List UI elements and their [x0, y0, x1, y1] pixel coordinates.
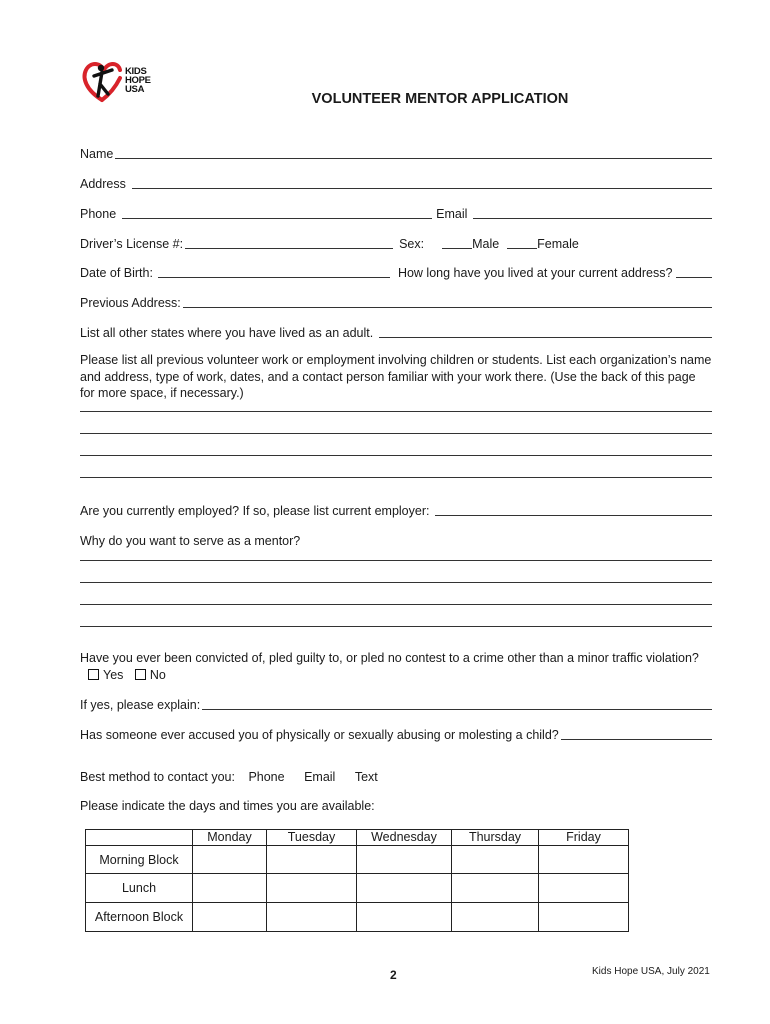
employed-label: Are you currently employed? If so, please list current employer:	[80, 504, 430, 518]
name-row	[80, 145, 712, 161]
table-row	[86, 903, 629, 932]
day-header: Thursday	[452, 830, 539, 846]
availability-table	[85, 829, 629, 932]
email-field[interactable]	[473, 218, 712, 219]
availability-cell[interactable]	[452, 874, 539, 903]
name-field[interactable]	[115, 158, 712, 159]
license-label: Driver’s License #:	[80, 237, 184, 251]
contact-method-row	[80, 769, 712, 786]
availability-cell[interactable]	[267, 846, 357, 874]
page-title: VOLUNTEER MENTOR APPLICATION	[311, 91, 569, 107]
availability-cell[interactable]	[539, 846, 629, 874]
employed-row	[80, 502, 712, 518]
table-row	[86, 874, 629, 903]
address-row	[80, 175, 712, 191]
why-mentor-line[interactable]	[80, 582, 712, 583]
why-mentor-label: Why do you want to serve as a mentor?	[80, 534, 301, 548]
accused-field[interactable]	[561, 739, 712, 740]
address-field[interactable]	[132, 188, 712, 189]
why-mentor-line[interactable]	[80, 626, 712, 627]
dob-row	[80, 264, 712, 280]
logo-wordmark: KIDS HOPE USA	[125, 66, 151, 95]
contact-label: Best method to contact you:	[80, 770, 235, 784]
footer-note: Kids Hope USA, July 2021	[592, 966, 710, 977]
availability-cell[interactable]	[452, 903, 539, 932]
availability-cell[interactable]	[539, 874, 629, 903]
volunteer-line[interactable]	[80, 433, 712, 434]
day-header: Wednesday	[357, 830, 452, 846]
why-mentor-line[interactable]	[80, 560, 712, 561]
female-label: Female	[537, 237, 579, 251]
previous-address-label: Previous Address:	[80, 296, 181, 310]
explain-label: If yes, please explain:	[80, 698, 201, 712]
day-header: Tuesday	[267, 830, 357, 846]
table-row	[86, 846, 629, 874]
sex-label: Sex:	[399, 237, 425, 251]
accused-label: Has someone ever accused you of physically or sexually abusing or molesting a child?	[80, 728, 559, 742]
page-number: 2	[390, 968, 397, 982]
availability-cell[interactable]	[267, 874, 357, 903]
residence-field[interactable]	[676, 277, 712, 278]
availability-cell[interactable]	[193, 846, 267, 874]
phone-email-row	[80, 205, 712, 221]
residence-label: How long have you lived at your current address?	[397, 266, 673, 280]
volunteer-line[interactable]	[80, 455, 712, 456]
availability-cell[interactable]	[193, 903, 267, 932]
availability-cell[interactable]	[267, 903, 357, 932]
block-label: Afternoon Block	[86, 903, 193, 932]
no-label: No	[149, 667, 166, 682]
phone-label: Phone	[80, 207, 117, 221]
availability-cell[interactable]	[357, 903, 452, 932]
dob-label: Date of Birth:	[80, 266, 153, 280]
block-label: Lunch	[86, 874, 193, 903]
email-label: Email	[436, 207, 468, 221]
block-label: Morning Block	[86, 846, 193, 874]
volunteer-prompt: Please list all previous volunteer work or employment involving children or students. List each organization’s name and address, type of work, dates, and a contact person familiar with your work there. (Use the back of this page for more space, if necessary.)	[80, 353, 712, 400]
male-field[interactable]	[442, 248, 472, 249]
contact-option-phone[interactable]: Phone	[248, 770, 285, 784]
female-field[interactable]	[507, 248, 537, 249]
previous-address-field[interactable]	[183, 307, 712, 308]
employer-field[interactable]	[435, 515, 712, 516]
explain-field[interactable]	[202, 709, 712, 710]
states-label: List all other states where you have lived as an adult.	[80, 326, 374, 340]
availability-cell[interactable]	[357, 874, 452, 903]
license-sex-row	[80, 235, 712, 251]
states-row	[80, 324, 712, 340]
volunteer-line[interactable]	[80, 411, 712, 412]
dob-field[interactable]	[158, 277, 390, 278]
availability-cell[interactable]	[357, 846, 452, 874]
yes-checkbox[interactable]	[88, 669, 99, 680]
license-field[interactable]	[185, 248, 393, 249]
day-header: Monday	[193, 830, 267, 846]
table-header-row	[86, 830, 629, 846]
phone-field[interactable]	[122, 218, 432, 219]
availability-cell[interactable]	[452, 846, 539, 874]
contact-option-text[interactable]: Text	[354, 770, 378, 784]
male-label: Male	[472, 237, 500, 251]
states-field[interactable]	[379, 337, 712, 338]
table-corner-cell	[86, 830, 193, 846]
no-checkbox[interactable]	[135, 669, 146, 680]
why-mentor-line[interactable]	[80, 604, 712, 605]
explain-row	[80, 696, 712, 712]
day-header: Friday	[539, 830, 629, 846]
name-label: Name	[80, 147, 114, 161]
availability-cell[interactable]	[193, 874, 267, 903]
availability-label: Please indicate the days and times you are available:	[80, 799, 375, 813]
previous-address-row	[80, 294, 712, 310]
convicted-prompt: Have you ever been convicted of, pled guilty to, or pled no contest to a crime other than a minor traffic violation?	[80, 651, 699, 665]
address-label: Address	[80, 177, 126, 191]
volunteer-line[interactable]	[80, 477, 712, 478]
convicted-question	[80, 650, 712, 683]
accused-row	[80, 726, 712, 742]
availability-cell[interactable]	[539, 903, 629, 932]
contact-option-email[interactable]: Email	[304, 770, 336, 784]
yes-label: Yes	[103, 667, 124, 682]
